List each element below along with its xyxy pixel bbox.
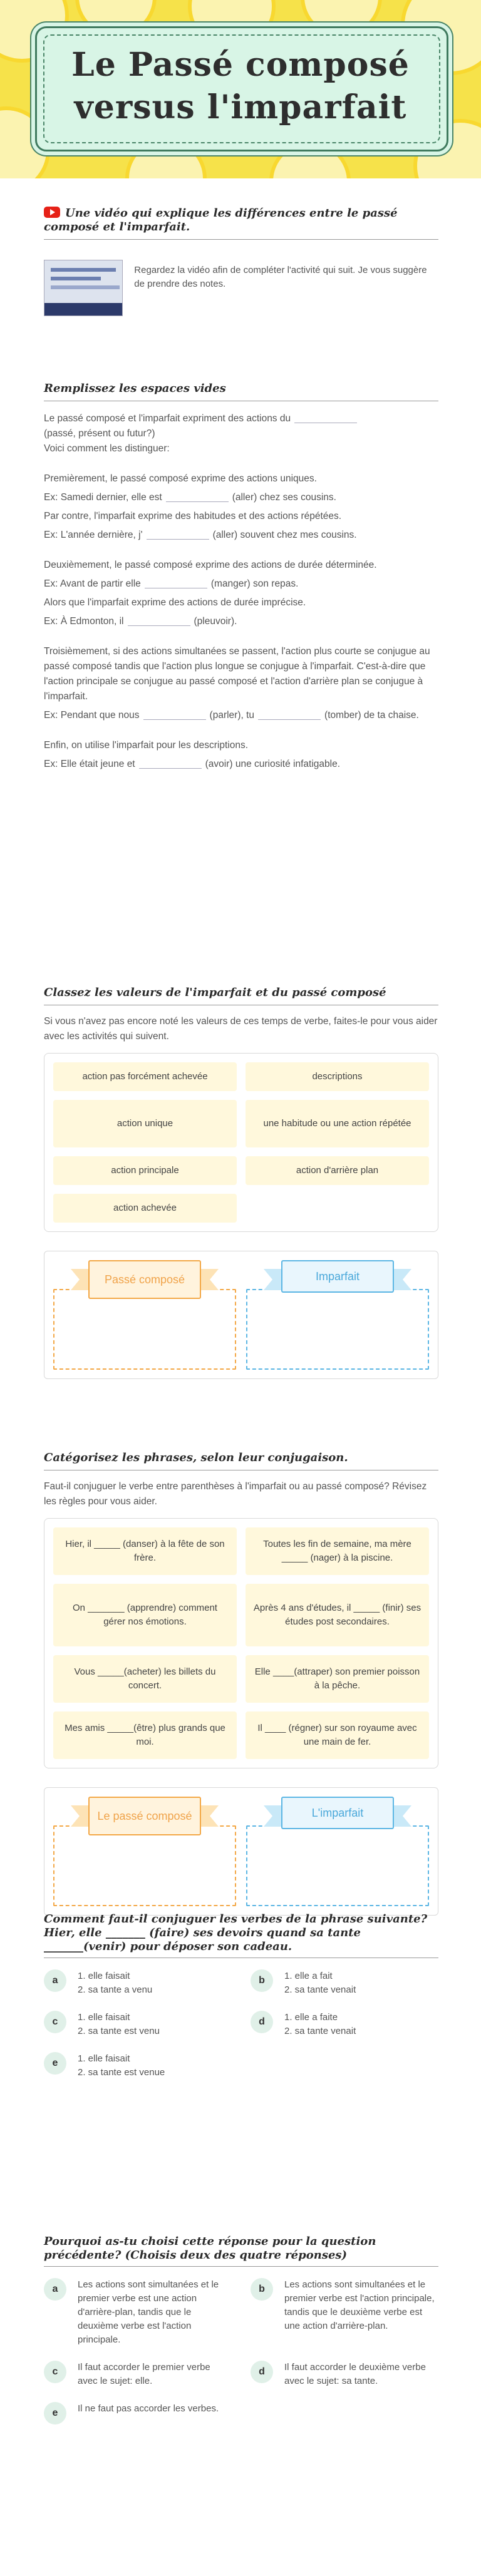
drop-area <box>44 1787 438 1916</box>
option-letter: b <box>251 2278 273 2301</box>
option-text: 1. elle faisait <box>78 2012 130 2023</box>
option-text: 2. sa tante est venu <box>78 2026 160 2036</box>
option-text: 2. sa tante venait <box>284 2026 356 2036</box>
question-1-options <box>44 1969 438 2080</box>
draggable-card[interactable]: On _______ (apprendre) comment gérer nos émotions. <box>53 1584 237 1646</box>
fill-line-9: Alors que l'imparfait exprime des actions de durée imprécise. <box>44 597 306 608</box>
option-text: 1. elle a fait <box>284 1971 333 1981</box>
classify-intro: Si vous n'avez pas encore noté les valeurs de ces temps de verbe, faites-le pour vous aider avec les activités qui suivent. <box>44 1016 438 1042</box>
fill-line-7: Deuxièmement, le passé composé exprime des actions de durée déterminée. <box>44 560 377 570</box>
draggable-card[interactable]: action principale <box>53 1156 237 1185</box>
draggable-card[interactable]: Toutes les fin de semaine, ma mère _____ (nager) à la piscine. <box>246 1527 429 1575</box>
draggable-card[interactable]: action unique <box>53 1100 237 1147</box>
option-text: Les actions sont simultanées et le premier verbe est une action d'arrière-plan, tandis que le deuxième verbe est l'action principale. <box>78 2279 219 2345</box>
classify-section <box>44 986 438 1379</box>
draggable-card[interactable]: Hier, il _____ (danser) à la fête de son frère. <box>53 1527 237 1575</box>
fill-section <box>44 382 438 772</box>
option-text: 1. elle faisait <box>78 2053 130 2064</box>
blank-input[interactable] <box>139 759 202 769</box>
draggable-card[interactable]: descriptions <box>246 1062 429 1091</box>
zone-label: Passé composé <box>88 1260 201 1299</box>
blank-input[interactable] <box>258 710 321 720</box>
drop-zone-passe-compose[interactable] <box>53 1260 236 1370</box>
drop-area <box>44 1251 438 1379</box>
categorize-section <box>44 1451 438 1916</box>
zone-label: Le passé composé <box>88 1797 201 1835</box>
option-letter: b <box>251 1969 273 1992</box>
fill-line-12: Ex: Pendant que nous (parler), tu (tomber) de ta chaise. <box>44 710 419 721</box>
fill-line-13: Enfin, on utilise l'imparfait pour les descriptions. <box>44 740 249 751</box>
classify-section-title: Classez les valeurs de l'imparfait et du passé composé <box>44 986 438 1005</box>
blank-input[interactable] <box>294 413 357 423</box>
blank-input[interactable] <box>166 492 229 502</box>
blank-input[interactable] <box>147 530 209 540</box>
option-letter: c <box>44 2361 66 2383</box>
option-letter: a <box>44 1969 66 1992</box>
option-text: 2. sa tante venait <box>284 1984 356 1995</box>
draggable-card[interactable]: Vous _____(acheter) les billets du concert. <box>53 1655 237 1703</box>
question-2 <box>44 2235 438 2425</box>
option-d[interactable] <box>251 2011 438 2038</box>
fill-line-4: Ex: Samedi dernier, elle est (aller) chez ses cousins. <box>44 492 336 503</box>
draggable-card[interactable]: Mes amis _____(être) plus grands que moi. <box>53 1711 237 1759</box>
fill-line-5: Par contre, l'imparfait exprime des habitudes et des actions répétées. <box>44 511 342 521</box>
fill-line-6: Ex: L'année dernière, j' (aller) souvent chez mes cousins. <box>44 530 357 540</box>
draggable-card[interactable]: Elle ____(attraper) son premier poisson à la pêche. <box>246 1655 429 1703</box>
option-text: Il faut accorder le premier verbe avec le sujet: elle. <box>78 2362 210 2386</box>
categorize-section-title: Catégorisez les phrases, selon leur conjugaison. <box>44 1451 438 1470</box>
cards-panel <box>44 1053 438 1232</box>
option-e[interactable] <box>44 2052 232 2080</box>
video-section-title: Une vidéo qui explique les différences entre le passé composé et l'imparfait. <box>44 207 438 240</box>
sentences-panel <box>44 1518 438 1768</box>
question-1 <box>44 1912 438 2080</box>
option-letter: e <box>44 2402 66 2425</box>
zone-label: Imparfait <box>281 1260 394 1293</box>
fill-line-10: Ex: À Edmonton, il (pleuvoir). <box>44 616 237 627</box>
option-a[interactable] <box>44 2278 232 2347</box>
blank-input[interactable] <box>143 710 206 720</box>
option-d[interactable] <box>251 2361 438 2388</box>
draggable-card[interactable]: Après 4 ans d'études, il _____ (finir) ses études post secondaires. <box>246 1584 429 1646</box>
fill-line-8: Ex: Avant de partir elle (manger) son repas. <box>44 578 299 589</box>
option-a[interactable] <box>44 1969 232 1997</box>
fill-line-3: Premièrement, le passé composé exprime des actions uniques. <box>44 473 317 484</box>
fill-line-14: Ex: Elle était jeune et (avoir) une curiosité infatigable. <box>44 759 341 769</box>
video-thumbnail[interactable] <box>44 260 123 316</box>
option-letter: d <box>251 2361 273 2383</box>
option-text: 2. sa tante a venu <box>78 1984 153 1995</box>
option-text: 1. elle a faite <box>284 2012 338 2023</box>
option-text: Les actions sont simultanées et le premier verbe est l'action principale, tandis que le deuxième verbe est une action d'arrière-plan. <box>284 2279 435 2331</box>
categorize-intro: Faut-il conjuguer le verbe entre parenthèses à l'imparfait ou au passé composé? Révisez les règles pour vous aider. <box>44 1481 427 1507</box>
page-title: Le Passé composé versus l'imparfait <box>71 46 410 126</box>
option-letter: e <box>44 2052 66 2075</box>
question-1-title: Comment faut-il conjuguer les verbes de la phrase suivante? Hier, elle _______ (faire) ses devoirs quand sa tante _______(venir) pour déposer son cadeau. <box>44 1912 428 1953</box>
video-description: Regardez la vidéo afin de compléter l'activité qui suit. Je vous suggère de prendre des notes. <box>134 265 427 289</box>
option-b[interactable] <box>251 2278 438 2347</box>
draggable-card[interactable]: action d'arrière plan <box>246 1156 429 1185</box>
option-c[interactable] <box>44 2011 232 2038</box>
option-text: Il ne faut pas accorder les verbes. <box>78 2403 219 2414</box>
header-banner <box>0 0 481 178</box>
option-text: 2. sa tante est venue <box>78 2067 165 2078</box>
blank-input[interactable] <box>145 578 207 588</box>
option-letter: d <box>251 2011 273 2033</box>
question-2-title: Pourquoi as-tu choisi cette réponse pour la question précédente? (Choisis deux des quatre réponses) <box>44 2235 376 2262</box>
option-c[interactable] <box>44 2361 232 2388</box>
option-b[interactable] <box>251 1969 438 1997</box>
option-letter: a <box>44 2278 66 2301</box>
zone-label: L'imparfait <box>281 1797 394 1829</box>
draggable-card[interactable]: Il ____ (régner) sur son royaume avec une main de fer. <box>246 1711 429 1759</box>
drop-zone-imparfait[interactable] <box>246 1260 429 1370</box>
option-letter: c <box>44 2011 66 2033</box>
draggable-card[interactable]: action achevée <box>53 1194 237 1223</box>
draggable-card[interactable]: action pas forcément achevée <box>53 1062 237 1091</box>
fill-section-title: Remplissez les espaces vides <box>44 382 438 401</box>
blank-input[interactable] <box>128 616 190 626</box>
fill-line-11: Troisièmement, si des actions simultanées se passent, l'action plus courte se conjugue au passé composé tandis que l'action plus longue se conjugue à l'imparfait. C'est-à-dire que l'action principale se conjugue au passé composé et l'action d'arrière plan se conjugue à l'imparfait. <box>44 646 430 702</box>
youtube-icon <box>44 207 60 218</box>
question-2-options <box>44 2278 438 2425</box>
draggable-card[interactable]: une habitude ou une action répétée <box>246 1100 429 1147</box>
option-e[interactable] <box>44 2402 232 2425</box>
video-section <box>44 207 438 316</box>
drop-zone-passe-compose[interactable] <box>53 1797 236 1906</box>
option-text: 1. elle faisait <box>78 1971 130 1981</box>
fill-line-1: Le passé composé et l'imparfait expriment des actions du (passé, présent ou futur?) <box>44 411 438 441</box>
fill-line-2: Voici comment les distinguer: <box>44 443 170 454</box>
drop-zone-imparfait[interactable] <box>246 1797 429 1906</box>
option-text: Il faut accorder le deuxième verbe avec le sujet: sa tante. <box>284 2362 426 2386</box>
